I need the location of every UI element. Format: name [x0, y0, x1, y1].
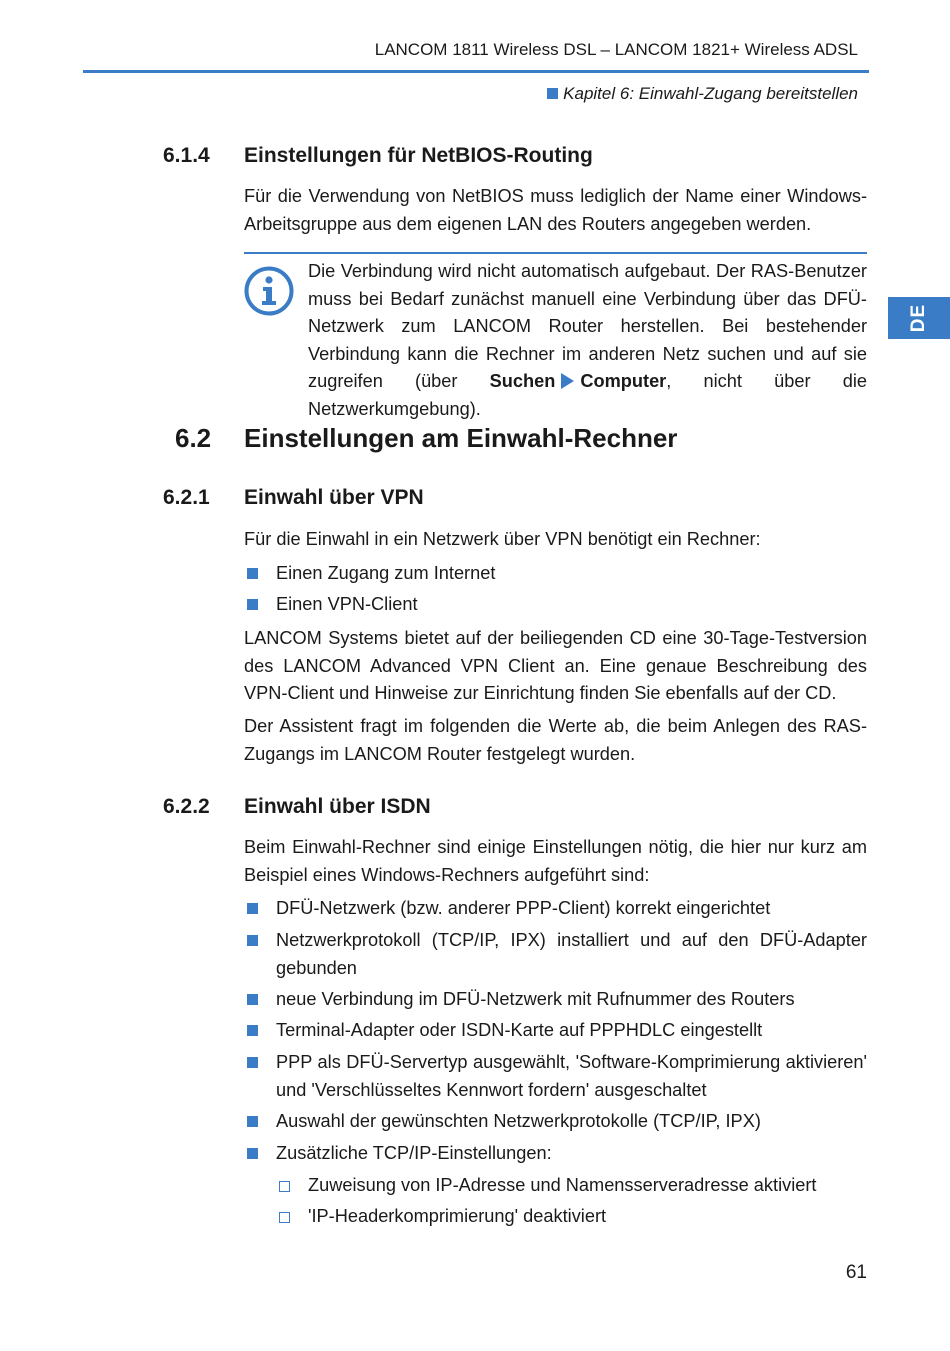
list-item-text: Einen Zugang zum Internet: [276, 563, 496, 583]
square-bullet-icon: [247, 903, 258, 914]
section-number: 6.2.2: [163, 795, 210, 818]
square-bullet-icon: [247, 1057, 258, 1068]
square-bullet-icon: [547, 88, 558, 99]
square-bullet-icon: [247, 1148, 258, 1159]
chapter-label: Kapitel 6: Einwahl-Zugang bereitstellen: [563, 84, 858, 103]
list-item: [244, 1049, 867, 1105]
list-item-text: Einen VPN-Client: [276, 594, 418, 614]
square-bullet-icon: [247, 994, 258, 1005]
paragraph: Für die Verwendung von NetBIOS muss lediglich der Name einer Windows-Arbeitsgruppe aus dem eigenen LAN des Routers angegeben werden.: [244, 186, 867, 234]
chapter-section-title: Einstellungen am Einwahl-Rechner: [244, 423, 678, 453]
section-title: Einwahl über VPN: [244, 486, 424, 509]
hollow-square-bullet-icon: [279, 1212, 290, 1223]
menu-path-computer: Computer: [580, 371, 667, 391]
section-number: 6.1.4: [163, 144, 210, 167]
paragraph: Beim Einwahl-Rechner sind einige Einstellungen nötig, die hier nur kurz am Beispiel eines Windows-Rechners aufgeführt sind:: [244, 837, 867, 885]
square-bullet-icon: [247, 1025, 258, 1036]
sub-list-item: [276, 1203, 867, 1231]
list-item: [244, 1017, 867, 1045]
chapter-section-number: 6.2: [175, 423, 212, 453]
list-item: [244, 591, 867, 619]
sub-list-item-text: 'IP-Headerkomprimierung' deaktiviert: [308, 1206, 607, 1226]
list-item: [244, 895, 867, 923]
section-number: 6.2.1: [163, 486, 210, 509]
note-text: [308, 258, 867, 423]
menu-path-search: Suchen: [489, 371, 556, 391]
list-item-text: Zusätzliche TCP/IP-Einstellungen:: [276, 1143, 552, 1163]
square-bullet-icon: [247, 935, 258, 946]
list-item-text: PPP als DFÜ-Servertyp ausgewählt, 'Software-Komprimierung aktivieren' und 'Verschlüsseltes Kennwort fordern' ausgeschaltet: [276, 1052, 867, 1100]
section-title: Einstellungen für NetBIOS-Routing: [244, 144, 593, 167]
list-item-text: Netzwerkprotokoll (TCP/IP, IPX) installiert und auf den DFÜ-Adapter gebunden: [276, 930, 867, 978]
hollow-square-bullet-icon: [279, 1181, 290, 1192]
running-header-chapter: [547, 84, 858, 104]
page-number: 61: [845, 1262, 867, 1283]
list-item: [244, 1108, 867, 1136]
note-tail: , nicht über die Netzwerkumgebung).: [308, 371, 867, 419]
paragraph: LANCOM Systems bietet auf der beiliegenden CD eine 30-Tage-Testversion des LANCOM Advanced VPN Client an. Eine genaue Beschreibung des VPN-Client und Hinweise zur Einrichtung finden Sie ebenfalls auf der CD.: [244, 628, 867, 703]
list-item: [244, 927, 867, 983]
list-item: [244, 560, 867, 588]
sub-list-item: [276, 1172, 867, 1200]
list-item-text: Terminal-Adapter oder ISDN-Karte auf PPPHDLC eingestellt: [276, 1020, 763, 1040]
language-tab: [888, 297, 950, 339]
running-header-title: LANCOM 1811 Wireless DSL – LANCOM 1821+ Wireless ADSL: [374, 40, 858, 59]
square-bullet-icon: [247, 568, 258, 579]
paragraph: Für die Einwahl in ein Netzwerk über VPN benötigt ein Rechner:: [244, 529, 761, 549]
header-rule: [83, 70, 869, 73]
sub-list-item-text: Zuweisung von IP-Adresse und Namensserveradresse aktiviert: [308, 1175, 817, 1195]
square-bullet-icon: [247, 599, 258, 610]
list-item: [244, 986, 867, 1014]
list-item-text: Auswahl der gewünschten Netzwerkprotokolle (TCP/IP, IPX): [276, 1111, 761, 1131]
square-bullet-icon: [247, 1116, 258, 1127]
list-item-text: neue Verbindung im DFÜ-Netzwerk mit Rufnummer des Routers: [276, 989, 795, 1009]
info-icon: [244, 266, 294, 316]
paragraph: Der Assistent fragt im folgenden die Werte ab, die beim Anlegen des RAS-Zugangs im LANCOM Router festgelegt wurden.: [244, 716, 867, 764]
list-item: [244, 1140, 867, 1168]
section-title: Einwahl über ISDN: [244, 795, 431, 818]
triangle-right-icon: [561, 373, 574, 389]
note-rule: [244, 252, 867, 254]
language-tab-label: DE: [908, 303, 929, 333]
note-body: Die Verbindung wird nicht automatisch aufgebaut. Der RAS-Benutzer muss bei Bedarf zunächst manuell eine Verbindung über das DFÜ-Netzwerk zum LANCOM Router herstellen. Bei bestehender Verbindung kann die Rechner im anderen Netz suchen und auf sie zugreifen (über: [308, 261, 867, 391]
list-item-text: DFÜ-Netzwerk (bzw. anderer PPP-Client) korrekt eingerichtet: [276, 898, 771, 918]
